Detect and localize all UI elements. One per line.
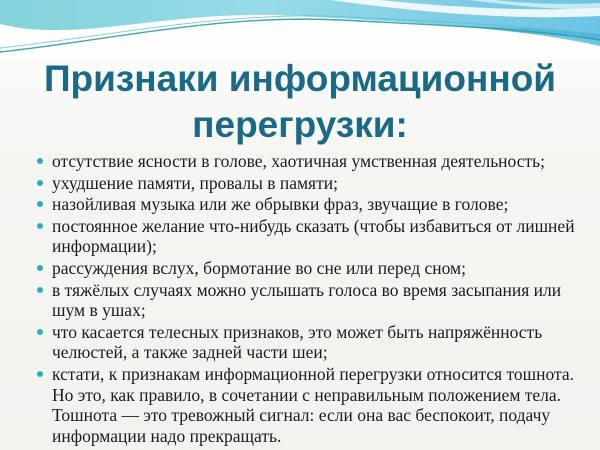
slide-title: Признаки информационной перегрузки:: [43, 58, 557, 145]
bullet-item: кстати, к признакам информационной перегрузки относится тошнота. Но это, как правило, в сочетании с неправильным положением тела. Тошнота — это тревожный сигнал: если она вас беспокоит, подачу информации надо прекращать.: [30, 364, 575, 446]
bullet-item: ухудшение памяти, провалы в памяти;: [30, 173, 575, 194]
bullet-item: назойливая музыка или же обрывки фраз, звучащие в голове;: [30, 194, 575, 215]
bullet-item: в тяжёлых случаях можно услышать голоса во время засыпания или шум в ушах;: [30, 280, 575, 321]
header-wave-decoration: [0, 0, 600, 60]
bullet-item: что касается телесных признаков, это может быть напряжённость челюстей, а также задней части шеи;: [30, 322, 575, 363]
bullet-list: [30, 151, 575, 447]
bullet-item: рассуждения вслух, бормотание во сне или перед сном;: [30, 258, 575, 279]
bullet-item: постоянное желание что-нибудь сказать (чтобы избавиться от лишней информации);: [30, 216, 575, 257]
bullet-item: отсутствие ясности в голове, хаотичная умственная деятельность;: [30, 151, 575, 172]
wave-graphic: [0, 0, 600, 60]
